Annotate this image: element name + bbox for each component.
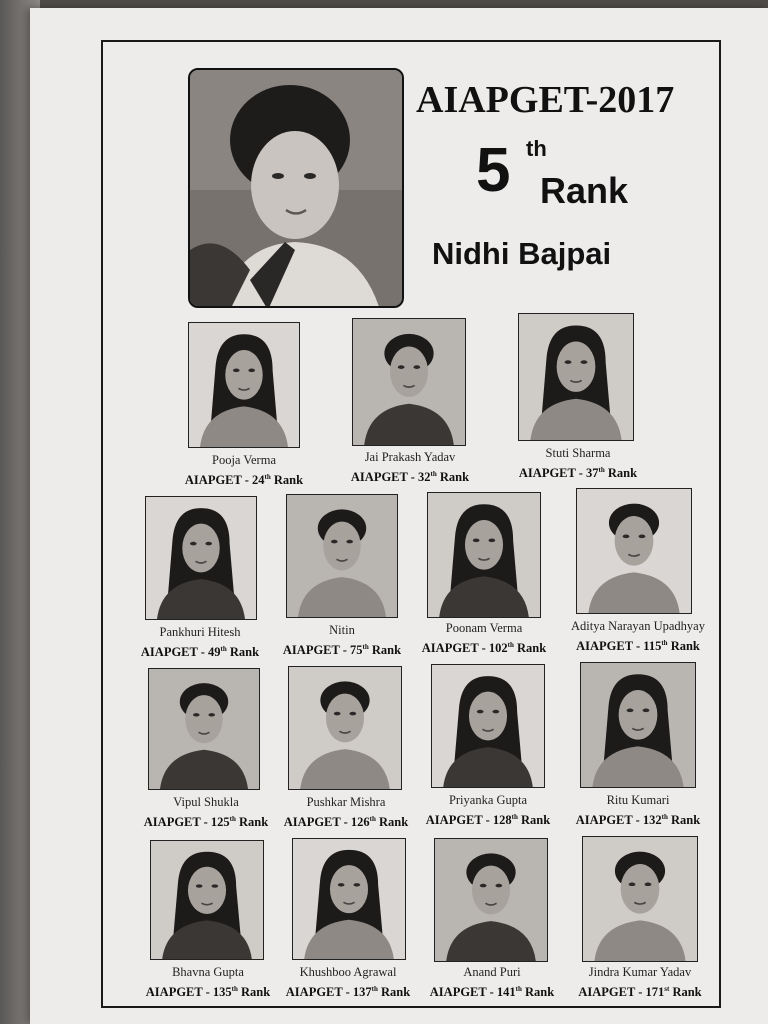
student-rank-word: Rank [436,470,470,485]
student-photo [352,318,466,446]
student-rank [320,470,500,485]
student-name: Ritu Kumari [606,793,670,807]
student-name: Pankhuri Hitesh [159,625,241,639]
student-rank [550,985,730,1000]
student-name: Pooja Verma [212,453,276,467]
student-rank [154,473,334,488]
student-rank-exam: AIAPGET - 49 [140,645,221,660]
student-rank-suffix: th [430,470,437,478]
student-rank-word: Rank [377,985,411,1000]
student-rank-exam: AIAPGET - 132 [575,813,662,828]
student-rank-word: Rank [667,813,701,828]
student-rank-word: Rank [604,466,638,481]
student-photo [188,322,300,448]
student-rank-word: Rank [517,813,551,828]
topper-rank-word: Rank [540,170,629,211]
student-rank-exam: AIAPGET - 37 [518,466,599,481]
student-rank-exam: AIAPGET - 115 [576,639,662,654]
student-rank-suffix: th [220,645,227,653]
student-photo [434,838,548,962]
student-photo [580,662,696,788]
student-photo [145,496,257,620]
student-name: Pushkar Mishra [306,795,386,809]
student-rank [548,639,728,654]
student-photo [288,666,402,790]
student-name: Priyanka Gupta [448,793,528,807]
student-rank-suffix: th [511,813,518,821]
student-rank-suffix: st [664,985,670,993]
student-rank-word: Rank [237,985,271,1000]
student-name: Aditya Narayan Upadhyay [571,619,705,633]
student-rank-exam: AIAPGET - 171 [578,985,665,1000]
student-photo [292,838,406,960]
student-name: Jai Prakash Yadav [364,450,456,464]
student-photo [431,664,545,788]
topper-rank-number: 5 [476,136,511,205]
student-rank-exam: AIAPGET - 126 [283,815,370,830]
student-name: Khushboo Agrawal [299,965,397,979]
student-rank [394,641,574,656]
exam-title: AIAPGET-2017 [416,79,675,121]
student-rank-word: Rank [513,641,547,656]
student-photo [150,840,264,960]
student-rank-suffix: th [229,815,236,823]
student-photo [576,488,692,614]
topper-name: Nidhi Bajpai [432,236,612,271]
student-rank-word: Rank [669,985,702,1000]
student-rank-suffix: th [661,639,668,647]
student-rank-word: Rank [667,639,700,654]
student-name: Anand Puri [463,965,521,979]
student-name: Jindra Kumar Yadav [588,965,692,979]
student-rank-word: Rank [270,473,304,488]
student-photo [148,668,260,790]
student-rank-suffix: th [264,473,271,481]
student-rank-suffix: th [371,985,378,993]
student-rank-word: Rank [375,815,409,830]
student-rank-word: Rank [368,643,402,658]
student-rank-exam: AIAPGET - 135 [145,985,232,1000]
student-rank-suffix: th [515,985,522,993]
student-rank-suffix: th [362,643,369,651]
student-name: Bhavna Gupta [172,965,244,979]
student-rank-suffix: th [231,985,238,993]
student-rank-exam: AIAPGET - 24 [184,473,265,488]
student-rank [548,813,728,828]
student-rank-exam: AIAPGET - 128 [425,813,512,828]
student-rank-suffix: th [661,813,668,821]
student-rank-exam: AIAPGET - 125 [143,815,230,830]
student-name: Nitin [329,623,355,637]
student-rank-exam: AIAPGET - 102 [421,641,508,656]
student-photo [582,836,698,962]
student-photo [518,313,634,441]
student-rank-word: Rank [235,815,269,830]
student-rank [488,466,668,481]
student-rank-suffix: th [369,815,376,823]
student-rank-word: Rank [521,985,555,1000]
student-rank-exam: AIAPGET - 137 [285,985,372,1000]
student-rank-word: Rank [226,645,260,660]
student-rank-suffix: th [598,466,605,474]
student-name: Vipul Shukla [173,795,239,809]
topper-rank-suffix: th [526,136,547,161]
topper-photo [188,68,404,308]
student-rank-exam: AIAPGET - 32 [350,470,431,485]
student-name: Stuti Sharma [545,446,611,460]
student-rank-suffix: th [507,641,514,649]
student-rank-exam: AIAPGET - 75 [282,643,363,658]
student-name: Poonam Verma [445,621,523,635]
student-photo [286,494,398,618]
student-photo [427,492,541,618]
student-rank-exam: AIAPGET - 141 [429,985,516,1000]
